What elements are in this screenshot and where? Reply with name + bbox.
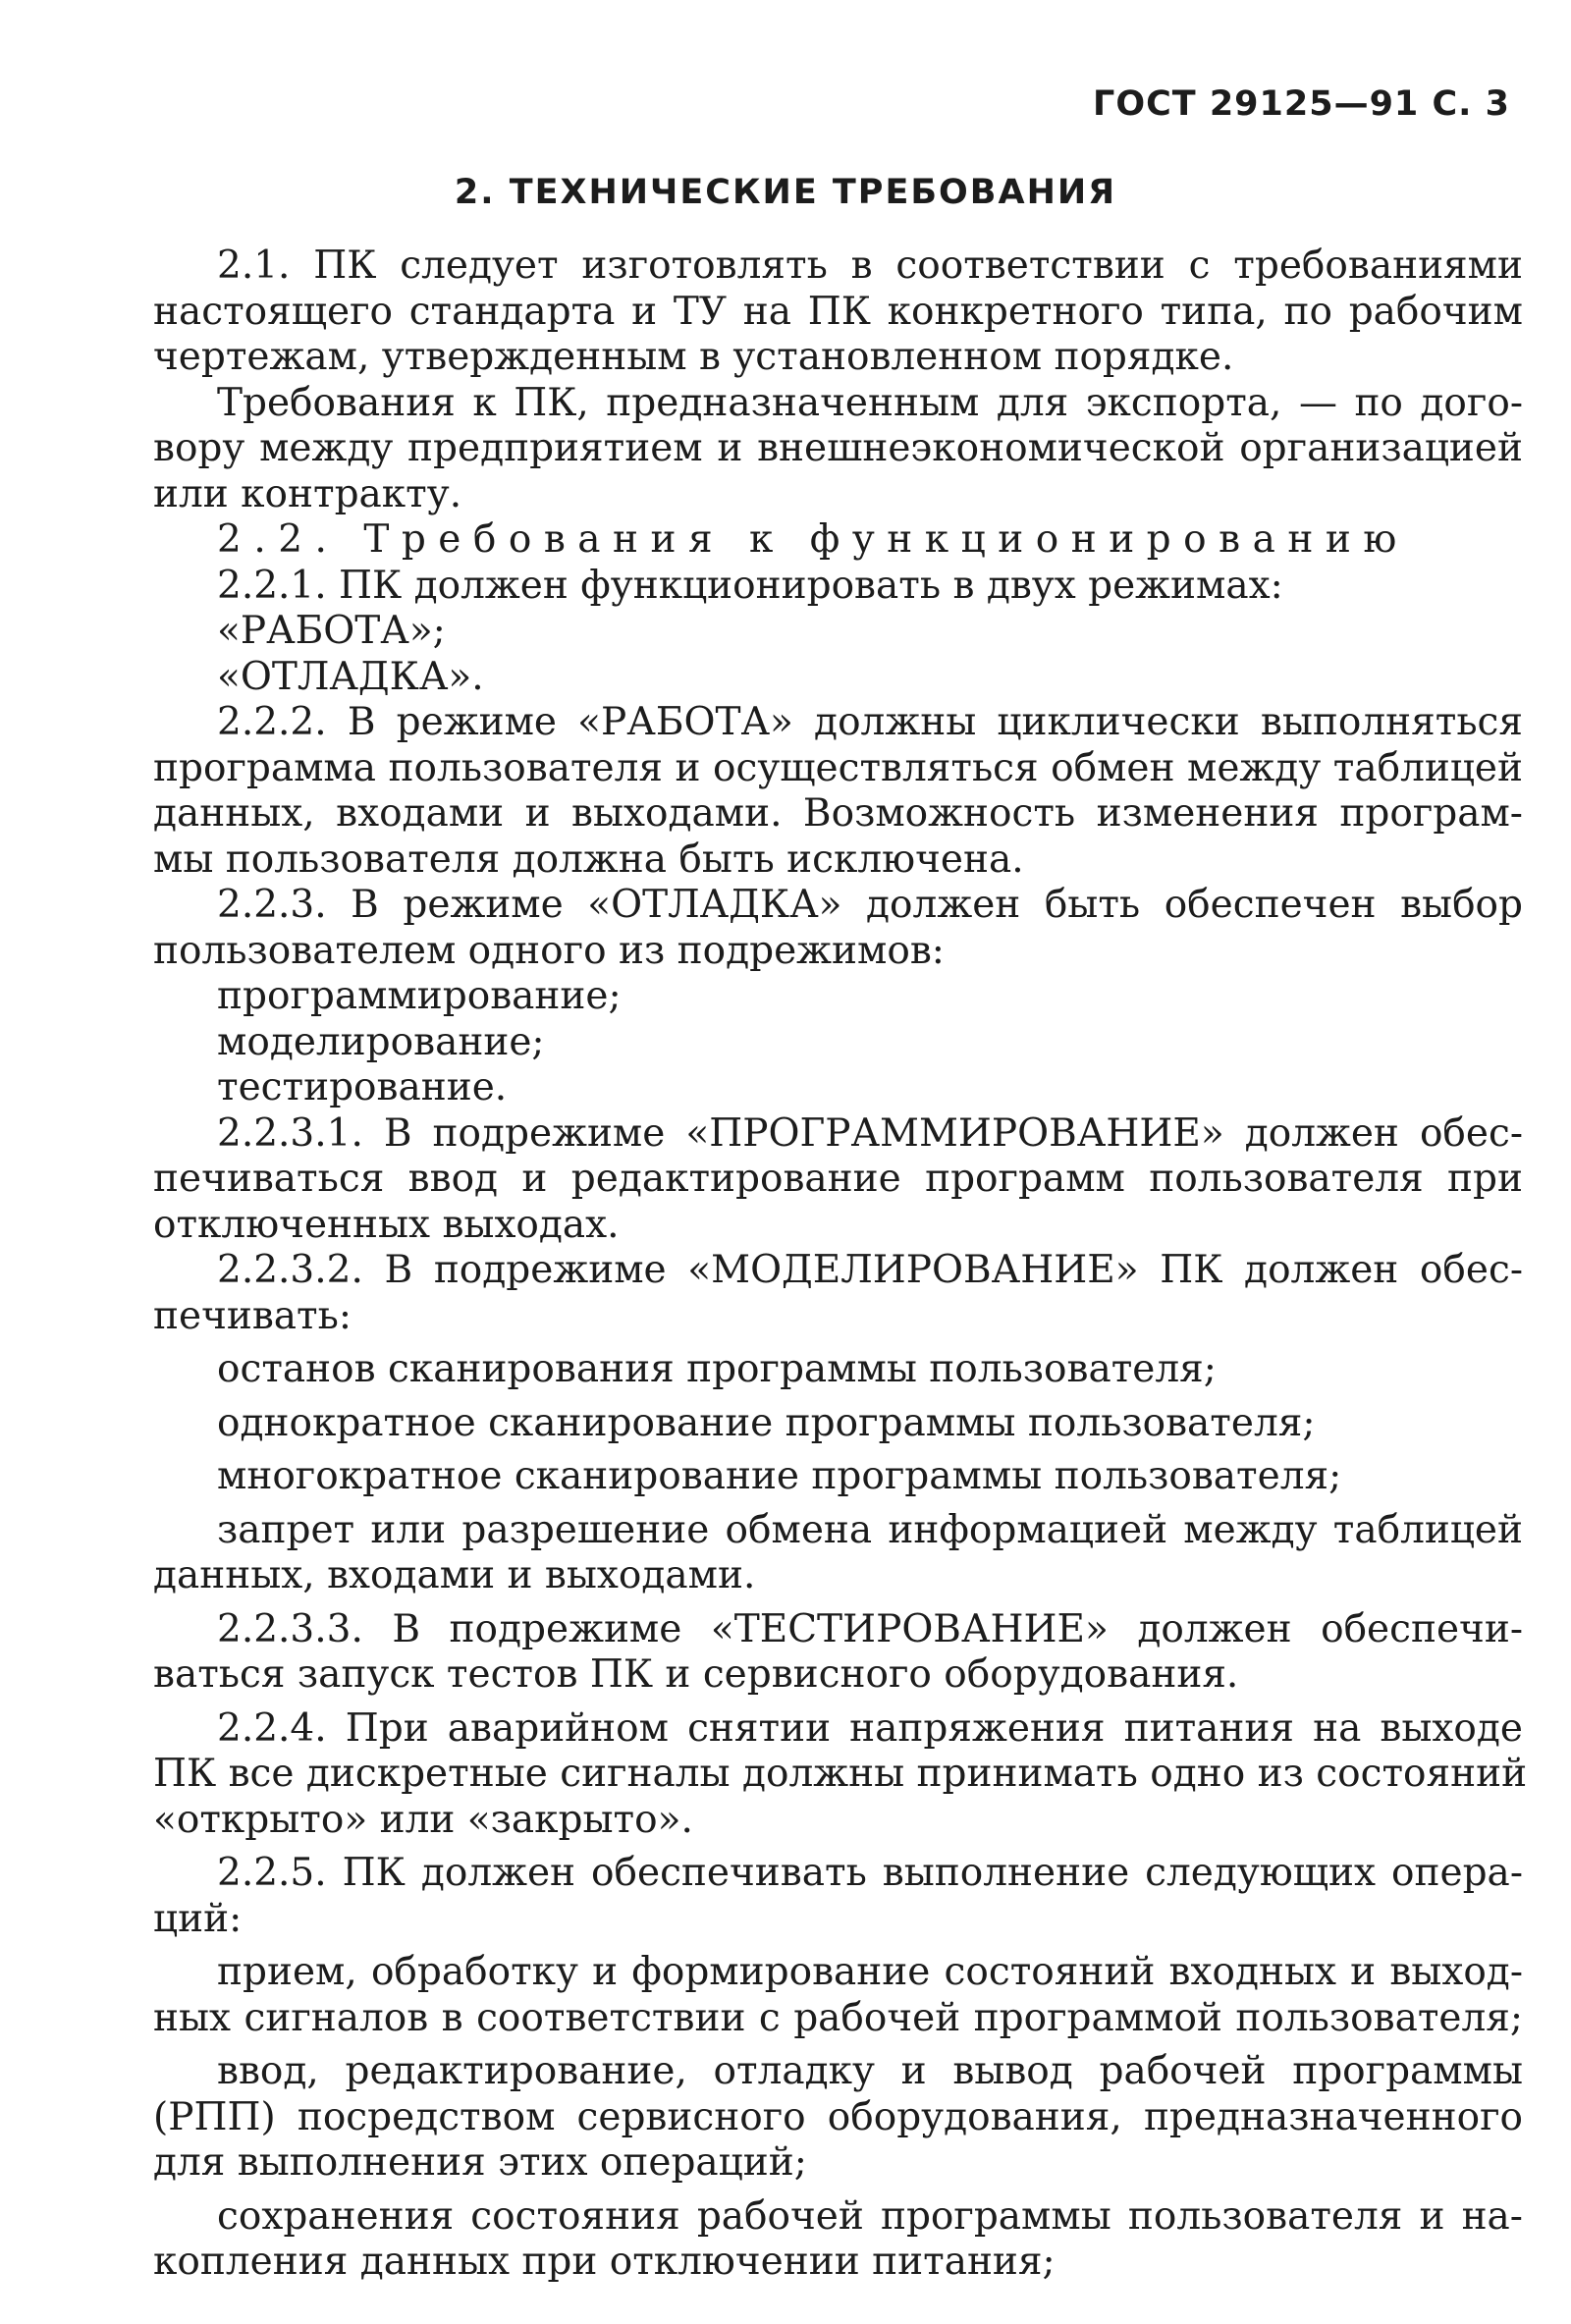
list-item: программирование; (217, 974, 622, 1018)
page-header: ГОСТ 29125—91 С. 3 (1093, 84, 1510, 124)
subsection-heading: 2.2. Требования к функционированию (217, 517, 1409, 562)
text-line: (РПП) посредством сервисного оборудования, предназначенного (153, 2094, 1523, 2139)
list-item: тестирование. (217, 1065, 508, 1109)
text-line: вору между предприятием и внешнеэкономической организацией (153, 426, 1523, 470)
document-body (153, 243, 1528, 2286)
text-line: 2.2.2. В режиме «РАБОТА» должны циклически выполняться (217, 700, 1523, 744)
section-title: 2. ТЕХНИЧЕСКИЕ ТРЕБОВАНИЯ (454, 173, 1117, 212)
text-line: 2.2.3.3. В подрежиме «ТЕСТИРОВАНИЕ» должен обеспечи- (217, 1606, 1523, 1651)
text-line: «РАБОТА»; (217, 609, 446, 653)
list-item: ввод, редактирование, отладку и вывод рабочей программы (217, 2049, 1523, 2093)
text-line: 2.2.4. При аварийном снятии напряжения питания на выходе (217, 1705, 1523, 1751)
text-line: мы пользователя должна быть исключена. (153, 837, 1024, 882)
text-line: «ОТЛАДКА». (217, 654, 484, 699)
text-line: пользователем одного из подрежимов: (153, 928, 945, 973)
text-line: для выполнения этих операций; (153, 2140, 807, 2185)
list-item: запрет или разрешение обмена информацией между таблицей (217, 1507, 1523, 1552)
text-line: 2.2.1. ПК должен функционировать в двух режимах: (217, 563, 1283, 608)
text-line: 2.2.3.2. В подрежиме «МОДЕЛИРОВАНИЕ» ПК должен обес- (217, 1248, 1523, 1292)
text-line: Требования к ПК, предназначенным для экспорта, — по дого- (217, 380, 1523, 425)
text-line: 2.2.3.1. В подрежиме «ПРОГРАММИРОВАНИЕ» должен обес- (217, 1110, 1523, 1156)
text-line: «открыто» или «закрыто». (153, 1797, 693, 1842)
text-line: данных, входами и выходами. Возможность изменения програм- (153, 791, 1523, 836)
text-line: печивать: (153, 1293, 352, 1338)
text-line: или контракту. (153, 471, 462, 516)
list-item: моделирование; (217, 1019, 545, 1064)
list-item: прием, обработку и формирование состояний входных и выход- (217, 1950, 1523, 1994)
text-line: программа пользователя и осуществляться обмен между таблицей (153, 745, 1523, 790)
text-line: ных сигналов в соответствии с рабочей программой пользователя; (153, 1995, 1523, 2040)
text-line: ваться запуск тестов ПК и сервисного оборудования. (153, 1652, 1239, 1697)
text-line: отключенных выходах. (153, 1202, 620, 1247)
text-line: печиваться ввод и редактирование программ пользователя при (153, 1157, 1523, 1201)
text-line: 2.2.3. В режиме «ОТЛАДКА» должен быть обеспечен выбор (217, 883, 1523, 927)
text-line: настоящего стандарта и ТУ на ПК конкретного типа, по рабочим (153, 289, 1523, 334)
text-line: 2.2.5. ПК должен обеспечивать выполнение следующих опера- (217, 1851, 1523, 1895)
list-item: останов сканирования программы пользователя; (217, 1347, 1217, 1391)
text-line: ПК все дискретные сигналы должны принимать одно из состояний (153, 1752, 1528, 1796)
list-item: сохранения состояния рабочей программы пользователя и на- (217, 2193, 1523, 2239)
list-item: многократное сканирование программы пользователя; (217, 1454, 1342, 1498)
text-line: 2.1. ПК следует изготовлять в соответствии с требованиями (217, 243, 1523, 288)
list-item: однократное сканирование программы пользователя; (217, 1400, 1316, 1445)
text-line: чертежам, утвержденным в установленном порядке. (153, 335, 1234, 379)
text-line: ций: (153, 1896, 243, 1941)
text-line: копления данных при отключении питания; (153, 2240, 1056, 2284)
text-line: данных, входами и выходами. (153, 1553, 756, 1597)
